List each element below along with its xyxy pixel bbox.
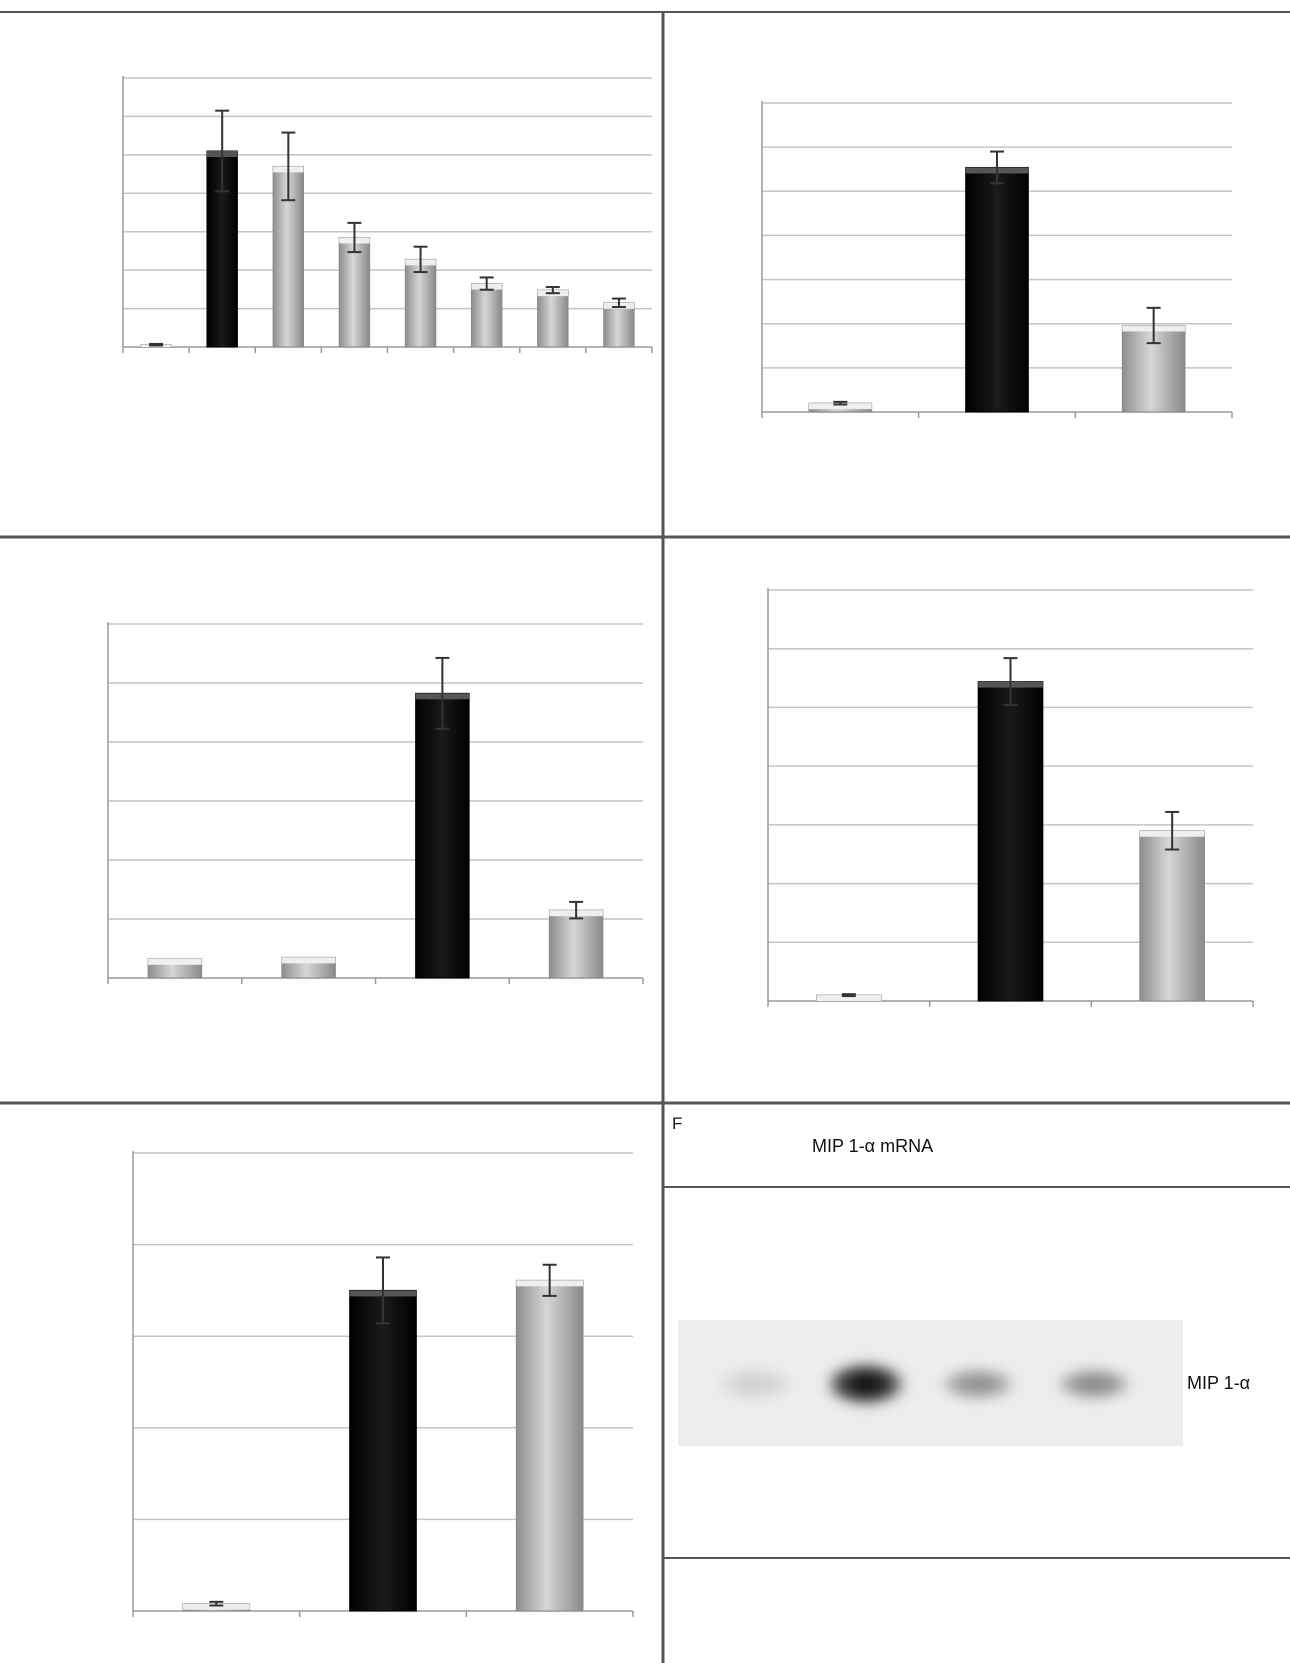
bar-cap [282, 957, 336, 963]
blot-band-label: MIP 1-α [1187, 1373, 1251, 1393]
blot-band [939, 1367, 1017, 1401]
bar [471, 284, 501, 347]
panel-e-chart [133, 1151, 633, 1617]
bar [604, 303, 634, 347]
blot-band [716, 1367, 794, 1401]
bar [978, 682, 1043, 1001]
panel-f-title: MIP 1-α mRNA [812, 1136, 934, 1156]
bar [416, 693, 470, 978]
bar-cap [148, 959, 202, 965]
panel-f-blot [672, 1114, 1250, 1446]
bar [538, 290, 568, 347]
bar [1140, 831, 1205, 1001]
bar [339, 237, 369, 347]
bar [350, 1290, 417, 1611]
bar [966, 167, 1029, 412]
blot-band [1055, 1367, 1133, 1401]
blot-band [824, 1361, 908, 1407]
panel-a-chart [123, 76, 652, 353]
panel-f-letter: F [672, 1114, 683, 1133]
panel-c-chart [108, 622, 643, 984]
bar [516, 1280, 583, 1611]
panel-d-chart [768, 588, 1253, 1007]
bar [549, 910, 603, 978]
panel-b-chart [762, 101, 1232, 418]
